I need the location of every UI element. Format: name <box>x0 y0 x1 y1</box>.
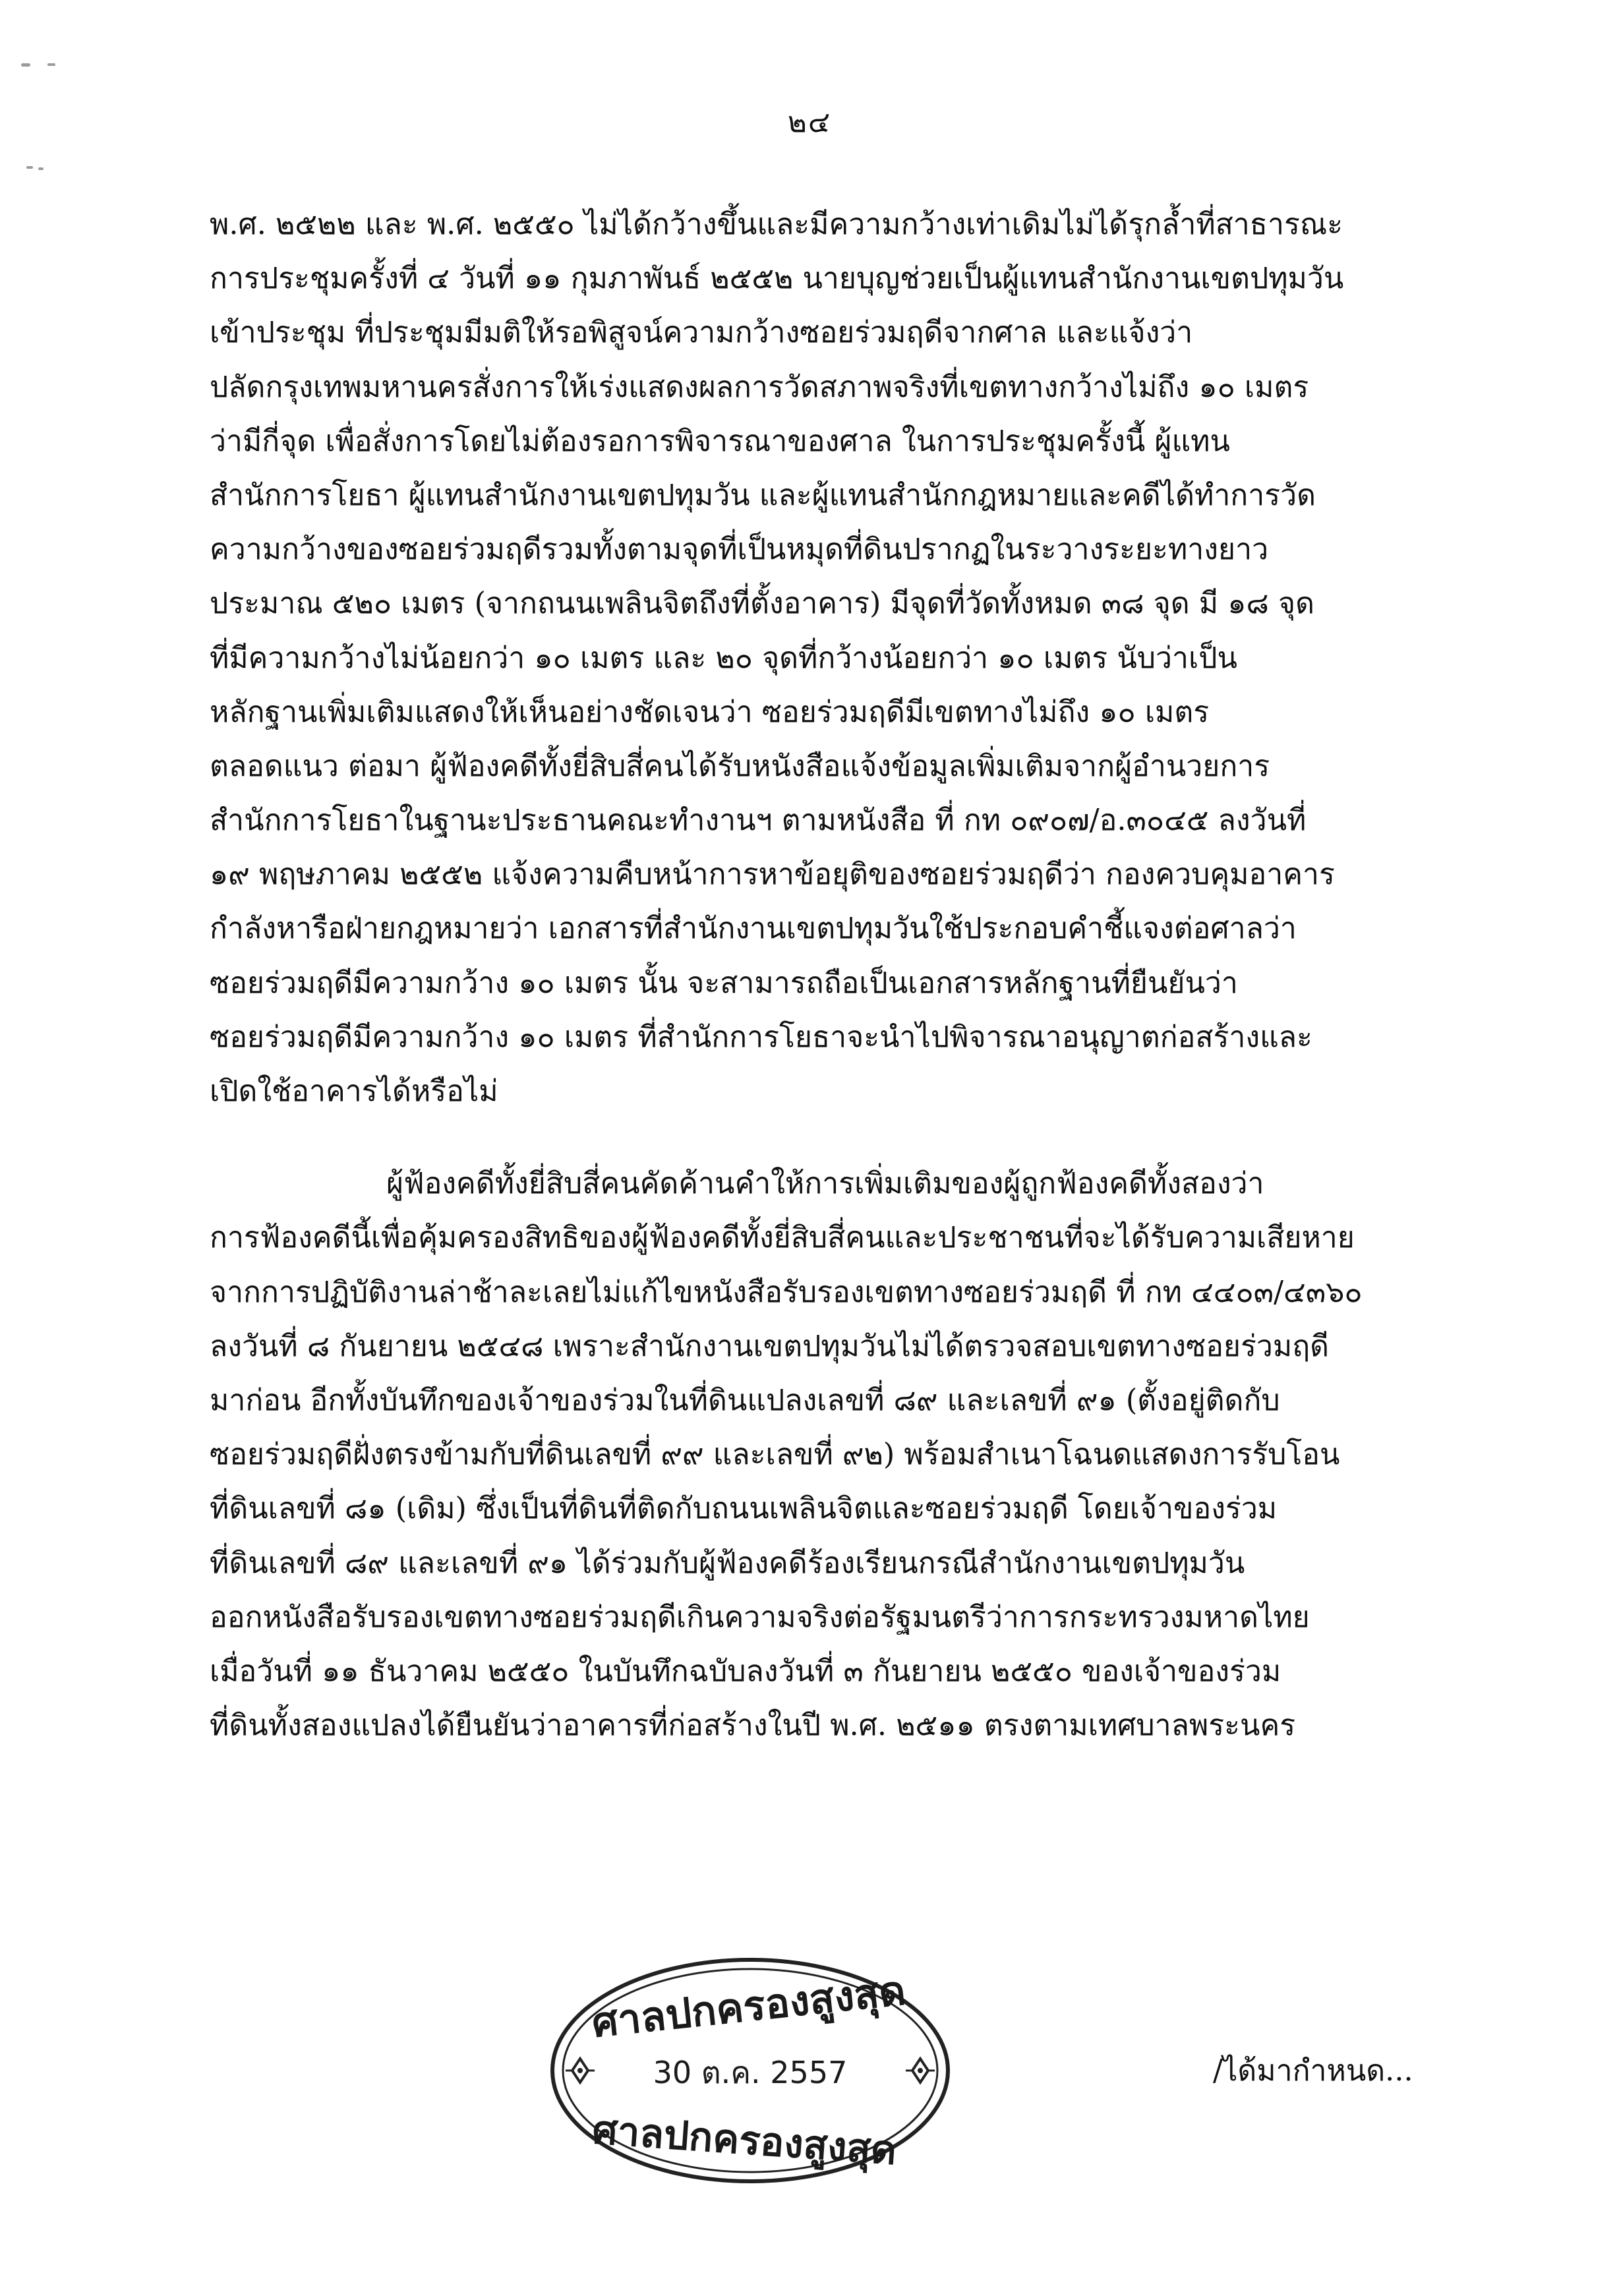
paragraph-gap <box>210 1119 1449 1157</box>
text-line: หลักฐานเพิ่มเติมแสดงให้เห็นอย่างชัดเจนว่า ซอยร่วมฤดีมีเขตทางไม่ถึง ๑๐ เมตร <box>210 695 1210 729</box>
scan-speck <box>38 167 44 170</box>
ornament-right-icon <box>906 2059 935 2082</box>
text-line: ลงวันที่ ๘ กันยายน ๒๕๔๘ เพราะสำนักงานเขตปทุมวันไม่ได้ตรวจสอบเขตทางซอยร่วมฤดี <box>210 1329 1330 1363</box>
text-line: สำนักการโยธาในฐานะประธานคณะทำงานฯ ตามหนังสือ ที่ กท ๐๙๐๗/อ.๓๐๔๕ ลงวันที่ <box>210 804 1307 838</box>
text-line: มาก่อน อีกทั้งบันทึกของเจ้าของร่วมในที่ดินแปลงเลขที่ ๘๙ และเลขที่ ๙๑ (ตั้งอยู่ติดกับ <box>210 1383 1280 1417</box>
text-line: การประชุมครั้งที่ ๔ วันที่ ๑๑ กุมภาพันธ์ ๒๕๕๒ นายบุญช่วยเป็นผู้แทนสำนักงานเขตปทุมวัน <box>210 262 1344 296</box>
text-line: ปลัดกรุงเทพมหานครสั่งการให้เร่งแสดงผลการวัดสภาพจริงที่เขตทางกว้างไม่ถึง ๑๐ เมตร <box>210 370 1309 404</box>
text-line: ซอยร่วมฤดีฝั่งตรงข้ามกับที่ดินเลขที่ ๙๙ และเลขที่ ๙๒) พร้อมสำเนาโฉนดแสดงการรับโอน <box>210 1438 1340 1472</box>
text-line: สำนักการโยธา ผู้แทนสำนักงานเขตปทุมวัน และผู้แทนสำนักกฎหมายและคดีได้ทำการวัด <box>210 478 1316 512</box>
text-line: เมื่อวันที่ ๑๑ ธันวาคม ๒๕๕๐ ในบันทึกฉบับลงวันที่ ๓ กันยายน ๒๕๕๐ ของเจ้าของร่วม <box>210 1654 1281 1688</box>
scan-speck <box>26 166 33 169</box>
ornament-left-icon <box>566 2059 595 2082</box>
scan-speck <box>21 63 30 67</box>
text-line: กำลังหารือฝ่ายกฎหมายว่า เอกสารที่สำนักงานเขตปทุมวันใช้ประกอบคำชี้แจงต่อศาลว่า <box>210 912 1297 946</box>
continuation-marker: /ได้มากำหนด... <box>1213 2054 1413 2088</box>
stamp-court-name-top: ศาลปกครองสูงสุด <box>589 1966 908 2047</box>
stamp-court-name-bottom: ศาลปกครองสูงสุด <box>591 2107 898 2175</box>
text-line: ที่ดินทั้งสองแปลงได้ยืนยันว่าอาคารที่ก่อสร้างในปี พ.ศ. ๒๕๑๑ ตรงตามเทศบาลพระนคร <box>210 1709 1296 1743</box>
text-line: เปิดใช้อาคารได้หรือไม่ <box>210 1074 498 1108</box>
text-line: พ.ศ. ๒๕๒๒ และ พ.ศ. ๒๕๕๐ ไม่ได้กว้างขึ้นและมีความกว้างเท่าเดิมไม่ได้รุกล้ำที่สาธารณะ <box>210 208 1343 241</box>
page-number: ๒๔ <box>787 105 832 139</box>
text-line: ความกว้างของซอยร่วมฤดีรวมทั้งตามจุดที่เป็นหมุดที่ดินปรากฏในระวางระยะทางยาว <box>210 533 1269 567</box>
text-line: ซอยร่วมฤดีมีความกว้าง ๑๐ เมตร นั้น จะสามารถถือเป็นเอกสารหลักฐานที่ยืนยันว่า <box>210 966 1238 1000</box>
text-line: ที่ดินเลขที่ ๘๑ (เดิม) ซึ่งเป็นที่ดินที่ติดกับถนนเพลินจิตและซอยร่วมฤดี โดยเจ้าของร่วม <box>210 1492 1278 1526</box>
text-line: จากการปฏิบัติงานล่าช้าละเลยไม่แก้ไขหนังสือรับรองเขตทางซอยร่วมฤดี ที่ กท ๔๔๐๓/๔๓๖๐ <box>210 1275 1363 1309</box>
text-line: ๑๙ พฤษภาคม ๒๕๕๒ แจ้งความคืบหน้าการหาข้อยุติของซอยร่วมฤดีว่า กองควบคุมอาคาร <box>210 858 1335 892</box>
text-line: ว่ามีกี่จุด เพื่อสั่งการโดยไม่ต้องรอการพิจารณาของศาล ในการประชุมครั้งนี้ ผู้แทน <box>210 424 1230 458</box>
text-line: ที่มีความกว้างไม่น้อยกว่า ๑๐ เมตร และ ๒๐ จุดที่กว้างน้อยกว่า ๑๐ เมตร นับว่าเป็น <box>210 641 1237 675</box>
document-body <box>210 198 1449 1753</box>
text-line: ผู้ฟ้องคดีทั้งยี่สิบสี่คนคัดค้านคำให้การเพิ่มเติมของผู้ถูกฟ้องคดีทั้งสองว่า <box>386 1167 1264 1201</box>
court-received-stamp <box>539 1948 961 2193</box>
scan-speck <box>47 63 55 66</box>
text-line: การฟ้องคดีนี้เพื่อคุ้มครองสิทธิของผู้ฟ้องคดีทั้งยี่สิบสี่คนและประชาชนที่จะได้รับความเสียหาย <box>210 1221 1355 1255</box>
text-line: ออกหนังสือรับรองเขตทางซอยร่วมฤดีเกินความจริงต่อรัฐมนตรีว่าการกระทรวงมหาดไทย <box>210 1600 1310 1634</box>
text-line: ตลอดแนว ต่อมา ผู้ฟ้องคดีทั้งยี่สิบสี่คนได้รับหนังสือแจ้งข้อมูลเพิ่มเติมจากผู้อำนวยการ <box>210 749 1270 783</box>
stamp-date: 30 ต.ค. 2557 <box>653 2055 848 2090</box>
text-line: ประมาณ ๕๒๐ เมตร (จากถนนเพลินจิตถึงที่ตั้งอาคาร) มีจุดที่วัดทั้งหมด ๓๘ จุด มี ๑๘ จุด <box>210 587 1314 621</box>
text-line: ซอยร่วมฤดีมีความกว้าง ๑๐ เมตร ที่สำนักการโยธาจะนำไปพิจารณาอนุญาตก่อสร้างและ <box>210 1020 1312 1054</box>
text-line: ที่ดินเลขที่ ๘๙ และเลขที่ ๙๑ ได้ร่วมกับผู้ฟ้องคดีร้องเรียนกรณีสำนักงานเขตปทุมวัน <box>210 1546 1245 1580</box>
text-line: เข้าประชุม ที่ประชุมมีมติให้รอพิสูจน์ความกว้างซอยร่วมฤดีจากศาล และแจ้งว่า <box>210 316 1193 350</box>
